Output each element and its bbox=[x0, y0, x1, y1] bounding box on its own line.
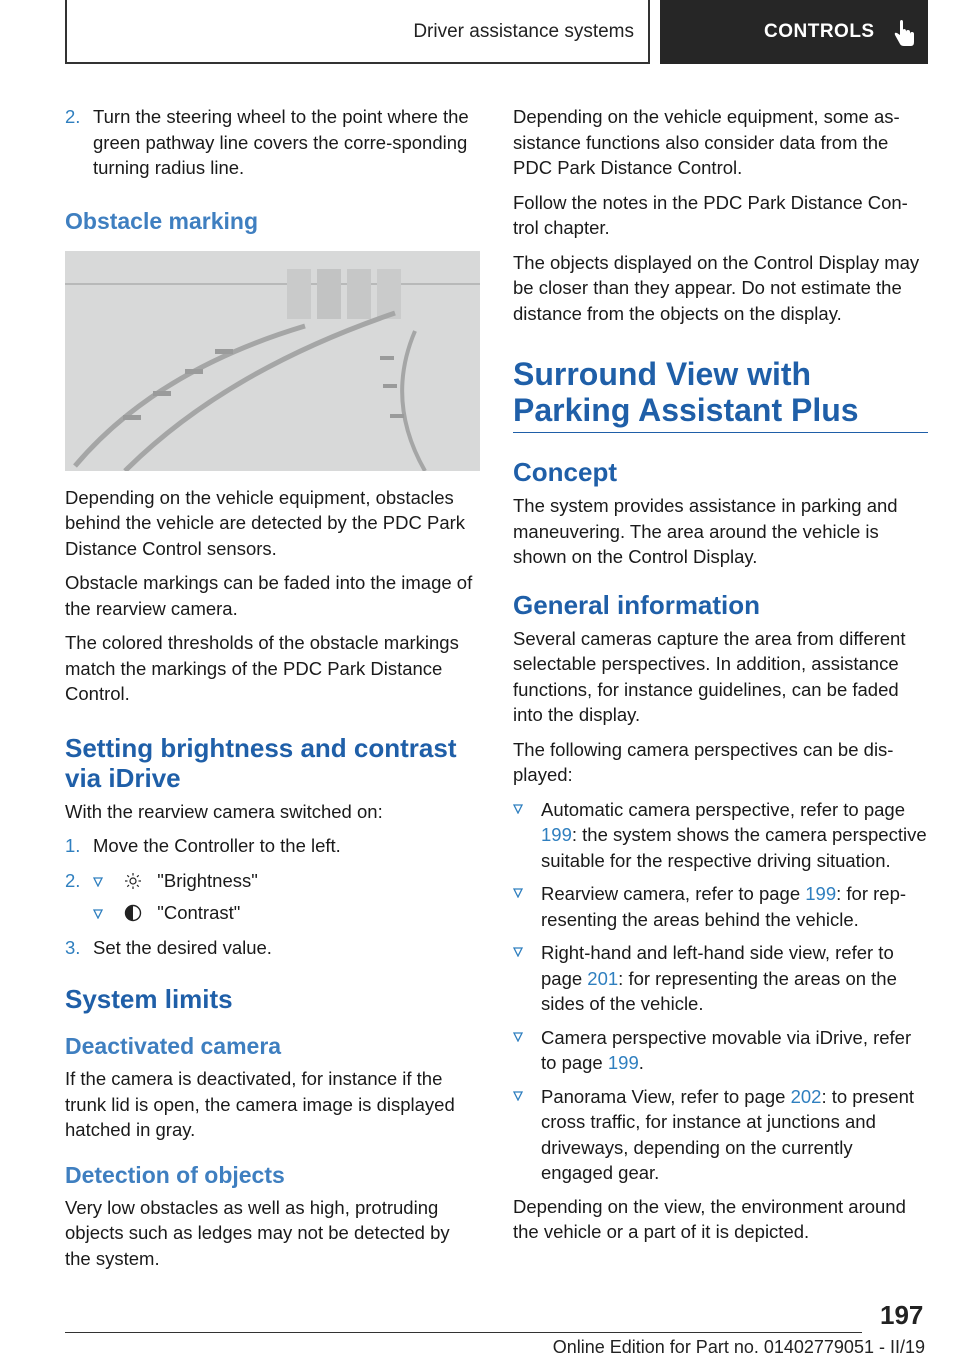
step-item bbox=[65, 833, 480, 859]
heading-brightness-contrast: Setting brightness and contrast via iDrive bbox=[65, 732, 457, 793]
list-item-text: . bbox=[638, 1052, 644, 1073]
paragraph: The colored thresholds of the obstacle markings match the markings of the PDC Park Distance Control. bbox=[65, 632, 459, 704]
page-header bbox=[0, 0, 960, 66]
brightness-sun-icon bbox=[124, 872, 142, 890]
triangle-bullet-icon bbox=[513, 804, 523, 814]
right-column bbox=[513, 104, 928, 1254]
contrast-icon bbox=[124, 904, 142, 922]
obstacle-marking-illustration bbox=[65, 251, 480, 471]
list-item-text: : for representing the areas on the sides of the vehicle. bbox=[541, 967, 897, 1014]
triangle-bullet-icon bbox=[513, 888, 523, 898]
page-link[interactable]: 202 bbox=[790, 1085, 822, 1107]
step-item bbox=[65, 868, 480, 894]
list-item-text: : to present cross traffic, for instance at junctions and driveways, depending on the currently engaged gear. bbox=[541, 1085, 914, 1183]
paragraph: With the rearview camera switched on: bbox=[65, 800, 383, 822]
list-item-text: : the system shows the camera perspective suitable for the respective driving situation. bbox=[541, 824, 927, 871]
triangle-bullet-icon bbox=[513, 1091, 523, 1101]
step-item bbox=[65, 935, 480, 961]
pointing-hand-icon bbox=[894, 20, 916, 48]
step-subitem bbox=[65, 900, 480, 926]
list-item-text: Panorama View, refer to page bbox=[541, 1085, 791, 1107]
triangle-bullet-icon bbox=[513, 1032, 523, 1042]
triangle-bullet-icon bbox=[93, 877, 103, 887]
page-link[interactable]: 201 bbox=[587, 967, 619, 989]
list-item bbox=[513, 1084, 928, 1186]
list-item-text: Automatic camera perspective, refer to page bbox=[541, 798, 906, 820]
list-item bbox=[513, 1025, 928, 1076]
paragraph: The objects displayed on the Control Display may be closer than they appear. Do not estimate the distance from the objects on the display. bbox=[513, 251, 920, 324]
paragraph: Depending on the vehicle equipment, obstacles behind the vehicle are detected by the PDC Park Distance Control sensors. bbox=[65, 486, 466, 559]
step-number: 2. bbox=[65, 106, 81, 127]
list-item-text: : for rep‐resenting the areas behind the vehicle. bbox=[541, 883, 907, 930]
left-column bbox=[65, 104, 480, 1280]
paragraph: Several cameras capture the area from different selectable perspectives. In addition, assistance functions, for instance guidelines, can be faded into the display. bbox=[513, 627, 906, 725]
list-item-text: Camera perspective movable via iDrive, refer to page bbox=[541, 1026, 912, 1073]
footer-divider bbox=[65, 1332, 862, 1333]
step-item bbox=[65, 104, 480, 181]
list-item-text: Right-hand and left-hand side view, refer to page bbox=[541, 942, 894, 989]
heading-system-limits: System limits bbox=[65, 984, 233, 1014]
paragraph: Obstacle markings can be faded into the image of the rearview camera. bbox=[65, 572, 473, 619]
step-number: 3. bbox=[65, 936, 81, 958]
heading-obstacle-marking: Obstacle marking bbox=[65, 207, 259, 234]
step-text: "Brightness" bbox=[157, 869, 258, 891]
paragraph: Very low obstacles as well as high, protruding objects such as ledges may not be detected by the system. bbox=[65, 1196, 450, 1269]
triangle-bullet-icon bbox=[93, 909, 103, 919]
heading-detection-of-objects: Detection of objects bbox=[65, 1161, 285, 1188]
paragraph: Depending on the vehicle equipment, some as‐sistance functions also consider data from the PDC Park Distance Control. bbox=[513, 106, 900, 178]
paragraph: Follow the notes in the PDC Park Distance Con‐trol chapter. bbox=[513, 191, 908, 238]
page-link[interactable]: 199 bbox=[541, 824, 572, 845]
list-item bbox=[513, 940, 928, 1017]
list-item bbox=[513, 797, 928, 874]
step-text: "Contrast" bbox=[157, 902, 241, 923]
step-text: Set the desired value. bbox=[93, 936, 272, 958]
header-chapter-label: CONTROLS bbox=[764, 21, 875, 42]
triangle-bullet-icon bbox=[513, 947, 523, 957]
heading-deactivated-camera: Deactivated camera bbox=[65, 1033, 282, 1059]
header-section-title: Driver assistance systems bbox=[65, 0, 650, 64]
footer-edition: Online Edition for Part no. 01402779051 - II/19 bbox=[552, 1337, 925, 1357]
heading-general-information: General information bbox=[513, 589, 761, 620]
step-text: Move the Controller to the left. bbox=[93, 835, 341, 856]
paragraph: Depending on the view, the environment around the vehicle or a part of it is depicted. bbox=[513, 1195, 906, 1242]
page-link[interactable]: 199 bbox=[607, 1052, 639, 1073]
paragraph: The following camera perspectives can be dis‐played: bbox=[513, 738, 894, 785]
page-link[interactable]: 199 bbox=[805, 883, 837, 904]
list-item bbox=[513, 881, 928, 932]
list-item-text: Rearview camera, refer to page bbox=[541, 883, 806, 904]
step-number: 1. bbox=[65, 835, 81, 856]
step-text: Turn the steering wheel to the point where the green pathway line covers the corre‐sponding turning radius line. bbox=[93, 106, 469, 178]
paragraph: The system provides assistance in parking and maneuvering. The area around the vehicle is shown on the Control Display. bbox=[513, 495, 898, 567]
heading-concept: Concept bbox=[513, 457, 617, 487]
step-number: 2. bbox=[65, 869, 81, 891]
heading-surround-view: Surround View with Parking Assistant Plus bbox=[513, 356, 928, 433]
page-number: 197 bbox=[880, 1300, 924, 1330]
paragraph: If the camera is deactivated, for instance if the trunk lid is open, the camera image is displayed hatched in gray. bbox=[65, 1068, 455, 1140]
header-chapter-tab bbox=[660, 0, 928, 64]
